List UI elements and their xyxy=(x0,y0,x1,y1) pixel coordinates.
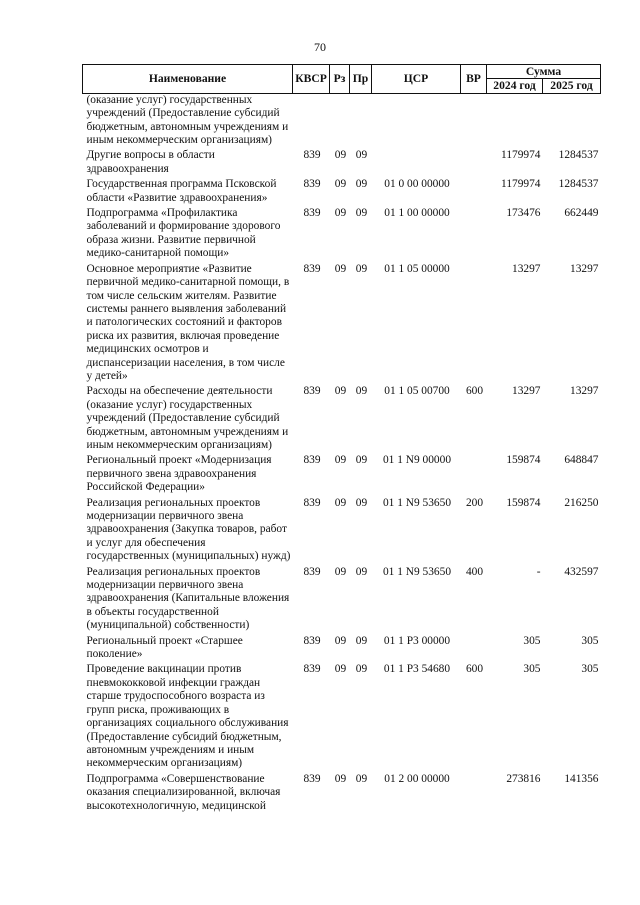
cell-name: Основное мероприятие «Развитие первичной медико-санитарной помощи, в том числе сельским жителям. Развитие системы раннего выявления заболеваний и патологических состояний и факторов риска их развития, включая проведение медицинских осмотров и диспансеризации населения, в том числе у детей» xyxy=(86,262,290,382)
cell-pr: 09 xyxy=(355,149,368,162)
table-row xyxy=(83,149,601,178)
cell-vr xyxy=(461,773,487,815)
cell-rz: 09 xyxy=(334,178,347,191)
cell-name: Реализация региональных проектов модернизации первичного звена здравоохранения (Закупка товаров, работ и услуг для обеспечения государственных (муниципальных) нужд) xyxy=(86,496,291,563)
cell-pr: 09 xyxy=(355,385,368,398)
cell-rz: 09 xyxy=(334,772,347,785)
cell-2025: 648847 xyxy=(564,454,599,467)
cell-name: Региональный проект «Старшее поколение» xyxy=(86,634,243,661)
cell-kvsr: 839 xyxy=(303,663,321,676)
cell-vr xyxy=(461,635,487,664)
cell-kvsr: 839 xyxy=(303,207,321,220)
cell-2025: 305 xyxy=(581,663,599,676)
cell-rz: 09 xyxy=(334,207,347,220)
cell-pr: 09 xyxy=(355,178,368,191)
cell-rz: 09 xyxy=(334,496,347,509)
cell-pr: 09 xyxy=(355,565,368,578)
cell-csr: 01 2 00 00000 xyxy=(384,772,450,785)
cell-csr: 01 1 N9 53650 xyxy=(382,496,452,509)
cell-vr xyxy=(461,207,487,263)
cell-rz: 09 xyxy=(334,149,347,162)
cell-kvsr: 839 xyxy=(303,262,321,275)
header-name: Наименование xyxy=(83,65,293,94)
cell-kvsr: 839 xyxy=(303,178,321,191)
table-row xyxy=(83,263,601,386)
cell-2025 xyxy=(543,93,601,149)
header-vr: ВР xyxy=(461,65,487,94)
table-header xyxy=(83,65,601,94)
cell-2025: 662449 xyxy=(564,207,599,220)
cell-csr: 01 1 00 00000 xyxy=(384,207,450,220)
table-row xyxy=(83,663,601,772)
cell-2024: 1179974 xyxy=(501,178,541,191)
table-row xyxy=(83,635,601,664)
cell-2024: 173476 xyxy=(506,207,541,220)
cell-pr: 09 xyxy=(355,634,368,647)
header-year-2025: 2025 год xyxy=(543,79,601,93)
cell-rz: 09 xyxy=(334,385,347,398)
table-row xyxy=(83,773,601,815)
table-row xyxy=(83,497,601,566)
header-year-2024: 2024 год xyxy=(487,79,543,93)
cell-kvsr: 839 xyxy=(303,454,321,467)
cell-2024: 305 xyxy=(523,663,541,676)
header-csr: ЦСР xyxy=(372,65,461,94)
cell-kvsr: 839 xyxy=(303,149,321,162)
cell-name: Региональный проект «Модернизация первичного звена здравоохранения Российской Федерации» xyxy=(86,454,272,494)
cell-2024: 1179974 xyxy=(501,149,541,162)
cell-2025: 432597 xyxy=(564,565,599,578)
cell-vr: 600 xyxy=(465,385,484,398)
table-row xyxy=(83,93,601,149)
cell-name: Подпрограмма «Профилактика заболеваний и формирование здорового образа жизни. Развитие первичной медико-санитарной помощи» xyxy=(86,207,281,260)
table-row xyxy=(83,385,601,454)
table-row xyxy=(83,207,601,263)
budget-table xyxy=(82,64,601,815)
cell-csr xyxy=(372,149,461,178)
cell-pr: 09 xyxy=(355,496,368,509)
cell-2025: 13297 xyxy=(570,262,599,275)
cell-kvsr: 839 xyxy=(303,634,321,647)
cell-name: Другие вопросы в области здравоохранения xyxy=(86,149,215,175)
cell-pr: 09 xyxy=(355,207,368,220)
table-row xyxy=(83,454,601,496)
cell-pr: 09 xyxy=(355,772,368,785)
cell-2025: 141356 xyxy=(564,772,599,785)
cell-2024: 273816 xyxy=(506,772,541,785)
cell-rz xyxy=(330,93,350,149)
cell-csr: 01 1 05 00700 xyxy=(384,385,450,398)
cell-csr: 01 1 05 00000 xyxy=(384,262,450,275)
cell-name: Реализация региональных проектов модернизации первичного звена здравоохранения (Капитальные вложения в объекты государственной (муниципальной) собственности) xyxy=(86,565,290,632)
cell-kvsr: 839 xyxy=(303,565,321,578)
page-number: 70 xyxy=(314,40,326,54)
cell-rz: 09 xyxy=(334,454,347,467)
cell-pr xyxy=(350,93,372,149)
cell-2025: 1284537 xyxy=(558,149,599,162)
cell-vr xyxy=(461,263,487,386)
cell-kvsr xyxy=(293,93,330,149)
cell-2024: 13297 xyxy=(512,262,541,275)
cell-name: (оказание услуг) государственных учреждений (Предоставление субсидий бюджетным, автономным учреждениям и иным некоммерческим организациям) xyxy=(86,93,289,147)
header-pr: Пр xyxy=(350,65,372,94)
cell-2024: 13297 xyxy=(512,385,541,398)
cell-csr xyxy=(372,93,461,149)
cell-2025: 1284537 xyxy=(558,178,599,191)
cell-rz: 09 xyxy=(334,663,347,676)
cell-2024: 305 xyxy=(523,634,541,647)
cell-vr xyxy=(461,93,487,149)
cell-name: Проведение вакцинации против пневмококковой инфекции граждан старше трудоспособного возраста из групп риска, проживающих в организациях социального обслуживания (Предоставление субсидий бюджетным, автономным учреждениям и иным некоммерческим организациям) xyxy=(86,663,289,770)
cell-vr xyxy=(461,178,487,207)
cell-2024: 159874 xyxy=(506,496,541,509)
cell-vr xyxy=(461,454,487,496)
cell-2024: - xyxy=(536,565,541,578)
cell-rz: 09 xyxy=(334,262,347,275)
cell-pr: 09 xyxy=(355,663,368,676)
header-rz: Рз xyxy=(330,65,350,94)
cell-vr: 200 xyxy=(465,496,484,509)
cell-kvsr: 839 xyxy=(303,772,321,785)
cell-kvsr: 839 xyxy=(303,496,321,509)
cell-vr: 400 xyxy=(465,565,484,578)
cell-kvsr: 839 xyxy=(303,385,321,398)
header-kvsr: КВСР xyxy=(293,65,330,94)
header-sum: Сумма xyxy=(487,65,601,79)
cell-2025: 13297 xyxy=(570,385,599,398)
cell-csr: 01 1 N9 00000 xyxy=(382,454,452,467)
table-body xyxy=(83,93,601,815)
table-row xyxy=(83,566,601,635)
cell-pr: 09 xyxy=(355,262,368,275)
cell-name: Подпрограмма «Совершенствование оказания специализированной, включая высокотехнологичную, медицинской xyxy=(86,772,281,812)
cell-rz: 09 xyxy=(334,565,347,578)
cell-csr: 01 0 00 00000 xyxy=(384,178,450,191)
cell-name: Расходы на обеспечение деятельности (оказание услуг) государственных учреждений (Предоставление субсидий бюджетным, автономным учреждениям и иным некоммерческим организациям) xyxy=(86,385,289,451)
cell-2025: 305 xyxy=(581,634,599,647)
cell-rz: 09 xyxy=(334,634,347,647)
cell-name: Государственная программа Псковской области «Развитие здравоохранения» xyxy=(86,178,277,204)
cell-pr: 09 xyxy=(355,454,368,467)
table-row xyxy=(83,178,601,207)
cell-csr: 01 1 P3 54680 xyxy=(383,663,451,676)
cell-2024: 159874 xyxy=(506,454,541,467)
cell-csr: 01 1 N9 53650 xyxy=(382,565,452,578)
cell-2024 xyxy=(487,93,543,149)
cell-vr xyxy=(461,149,487,178)
cell-2025: 216250 xyxy=(564,496,599,509)
cell-vr: 600 xyxy=(465,663,484,676)
cell-csr: 01 1 P3 00000 xyxy=(383,634,451,647)
